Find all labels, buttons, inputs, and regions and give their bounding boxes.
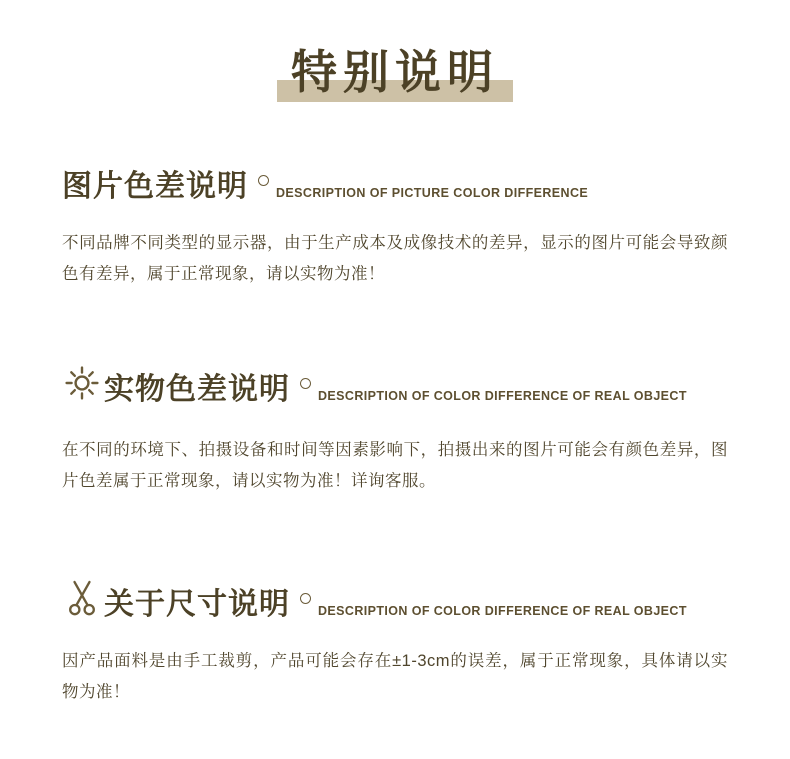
section-body-text: 不同品牌不同类型的显示器，由于生产成本及成像技术的差异，显示的图片可能会导致颜色有差异，属于正常现象，请以实物为准！ bbox=[62, 234, 728, 283]
section-heading-cn: 实物色差说明 bbox=[104, 372, 290, 407]
page-title-inner bbox=[283, 44, 507, 102]
circle-bullet-icon bbox=[258, 175, 269, 186]
section-heading-en: DESCRIPTION OF PICTURE COLOR DIFFERENCE bbox=[276, 185, 589, 200]
section-heading-cn: 图片色差说明 bbox=[62, 169, 248, 204]
scissors-icon bbox=[62, 578, 102, 618]
section-body-text: 因产品面料是由手工裁剪，产品可能会存在±1-3cm的误差，属于正常现象，具体请以实物为准！ bbox=[62, 652, 728, 701]
section-heading-cn: 关于尺寸说明 bbox=[104, 587, 290, 622]
section-real-object-color-difference bbox=[0, 363, 790, 496]
sun-icon bbox=[62, 363, 102, 403]
page-title-container bbox=[0, 44, 790, 102]
section-heading-en: DESCRIPTION OF COLOR DIFFERENCE OF REAL OBJECT bbox=[318, 603, 687, 618]
circle-bullet-icon bbox=[300, 593, 311, 604]
section-size-description bbox=[0, 578, 790, 707]
section-header bbox=[0, 169, 790, 204]
section-header bbox=[0, 363, 790, 405]
page-title: 特别说明 bbox=[291, 45, 499, 99]
section-picture-color-difference bbox=[0, 169, 790, 289]
section-header bbox=[0, 578, 790, 620]
circle-bullet-icon bbox=[300, 378, 311, 389]
section-body-text: 在不同的环境下、拍摄设备和时间等因素影响下，拍摄出来的图片可能会有颜色差异，图片色差属于正常现象，请以实物为准！详询客服。 bbox=[62, 441, 728, 490]
section-heading-en: DESCRIPTION OF COLOR DIFFERENCE OF REAL OBJECT bbox=[318, 388, 687, 403]
